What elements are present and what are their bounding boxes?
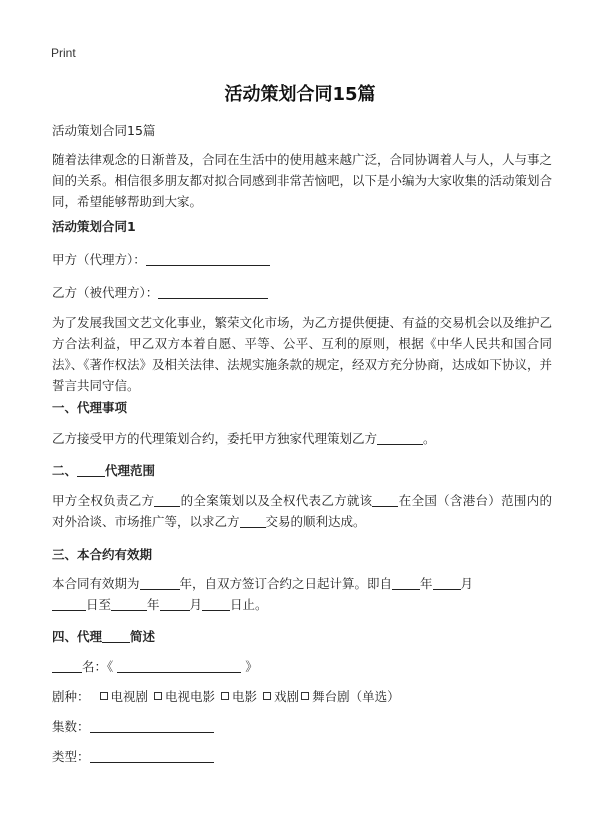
section4-name-field[interactable] [117, 659, 241, 673]
section1-text [52, 428, 436, 449]
section3-line1-a: 本合同有效期为 [52, 576, 140, 591]
section1-heading: 一、代理事项 [52, 400, 128, 415]
section3-end-year-blank[interactable] [111, 597, 147, 611]
section4-episodes-row [52, 716, 214, 737]
section2-blank-2[interactable] [372, 493, 398, 507]
section2-text-1: 甲方全权负责乙方 [52, 493, 155, 508]
section3-line2 [52, 594, 268, 615]
genre-checkbox-tv-movie[interactable] [154, 692, 162, 700]
document-title: 活动策划合同15篇 [224, 84, 376, 105]
section1-text-before: 乙方接受甲方的代理策划合约，委托甲方独家代理策划乙方 [52, 431, 378, 446]
section1-blank[interactable] [377, 431, 423, 445]
episodes-field[interactable] [90, 719, 214, 733]
genre-checkbox-tv-series[interactable] [100, 692, 108, 700]
genre-option-stage-play: 舞台剧 [312, 689, 350, 704]
party-a-row [52, 249, 270, 270]
section3-line1 [52, 573, 473, 594]
section3-start-day-blank[interactable] [52, 597, 86, 611]
section3-end-month-blank[interactable] [160, 597, 190, 611]
section3-line2-d: 日止。 [230, 597, 268, 612]
contract-heading: 活动策划合同1 [52, 219, 136, 234]
genre-option-tv-series: 电视剧 [110, 689, 149, 704]
type-field[interactable] [90, 749, 214, 763]
party-b-field[interactable] [158, 285, 268, 299]
print-link[interactable]: Print [51, 46, 76, 60]
party-b-label: 乙方（被代理方）： [52, 285, 159, 300]
party-a-field[interactable] [146, 252, 270, 266]
section3-line1-c: 年 [420, 576, 433, 591]
episodes-label: 集数： [52, 719, 90, 734]
section4-heading-prefix: 四、代理 [52, 629, 103, 644]
genre-option-drama: 戏剧 [274, 689, 300, 704]
genre-checkbox-movie[interactable] [221, 692, 229, 700]
section2-heading-suffix: 代理范围 [105, 463, 156, 478]
intro-paragraph: 随着法律观念的日渐普及，合同在生活中的使用越来越广泛，合同协调着人与人，人与事之间的关系。相信很多朋友都对拟合同感到非常苦恼吧，以下是小编为大家收集的活动策划合同，希望能够帮助到大家。 [52, 152, 553, 209]
section2-paragraph [52, 490, 552, 532]
section4-genre-row [52, 686, 400, 707]
section2-heading-blank[interactable] [77, 463, 105, 477]
section4-heading-suffix: 简述 [130, 629, 156, 644]
section4-name-close: 》 [245, 659, 258, 674]
genre-checkbox-stage-play[interactable] [301, 692, 309, 700]
section2-heading [52, 460, 155, 481]
type-label: 类型： [52, 749, 90, 764]
section2-text-4: 交易的顺利达成。 [265, 514, 366, 529]
section4-heading [52, 626, 155, 647]
section3-line2-a: 日至 [86, 597, 112, 612]
genre-option-movie: 电影 [232, 689, 258, 704]
section4-name-label: 名：《 [82, 659, 114, 674]
section4-name-row [52, 656, 258, 677]
section3-start-month-blank[interactable] [433, 576, 461, 590]
genre-note: （单选） [349, 689, 400, 704]
section3-line2-b: 年 [147, 597, 160, 612]
section3-start-year-blank[interactable] [392, 576, 420, 590]
section2-blank-1[interactable] [154, 493, 180, 507]
section4-name-prefix-blank[interactable] [52, 659, 82, 673]
party-a-label: 甲方（代理方）： [52, 252, 146, 267]
section2-heading-prefix: 二、 [52, 463, 78, 478]
genre-checkbox-drama[interactable] [263, 692, 271, 700]
genre-option-tv-movie: 电视电影 [165, 689, 216, 704]
section2-text-3: 在全国（含港台）范围内的对外洽谈、市场推广等，以求乙方 [52, 493, 552, 529]
genre-label: 剧种： [52, 689, 90, 704]
section3-line1-b: 年，自双方签订合约之日起计算。即自 [179, 576, 393, 591]
document-subtitle: 活动策划合同15篇 [52, 123, 156, 138]
section1-text-after: 。 [423, 431, 436, 446]
preamble-paragraph: 为了发展我国文艺文化事业，繁荣文化市场，为乙方提供便捷、有益的交易机会以及维护乙方合法利益，甲乙双方本着自愿、平等、公平、互利的原则，根据《中华人民共和国合同法》、《著作权法》及相关法律、法规实施条款的规定，经双方充分协商，达成如下协议，并誓言共同守信。 [52, 315, 553, 393]
section3-end-day-blank[interactable] [202, 597, 230, 611]
party-b-row [52, 282, 268, 303]
section4-type-row [52, 746, 214, 767]
section3-line2-c: 月 [189, 597, 203, 612]
section2-blank-3[interactable] [240, 514, 266, 528]
section3-heading: 三、本合约有效期 [52, 547, 153, 562]
section4-heading-blank[interactable] [102, 629, 130, 643]
section3-years-blank[interactable] [140, 576, 180, 590]
section3-line1-d: 月 [460, 576, 474, 591]
section2-text-2: 的全案策划以及全权代表乙方就该 [180, 493, 373, 508]
